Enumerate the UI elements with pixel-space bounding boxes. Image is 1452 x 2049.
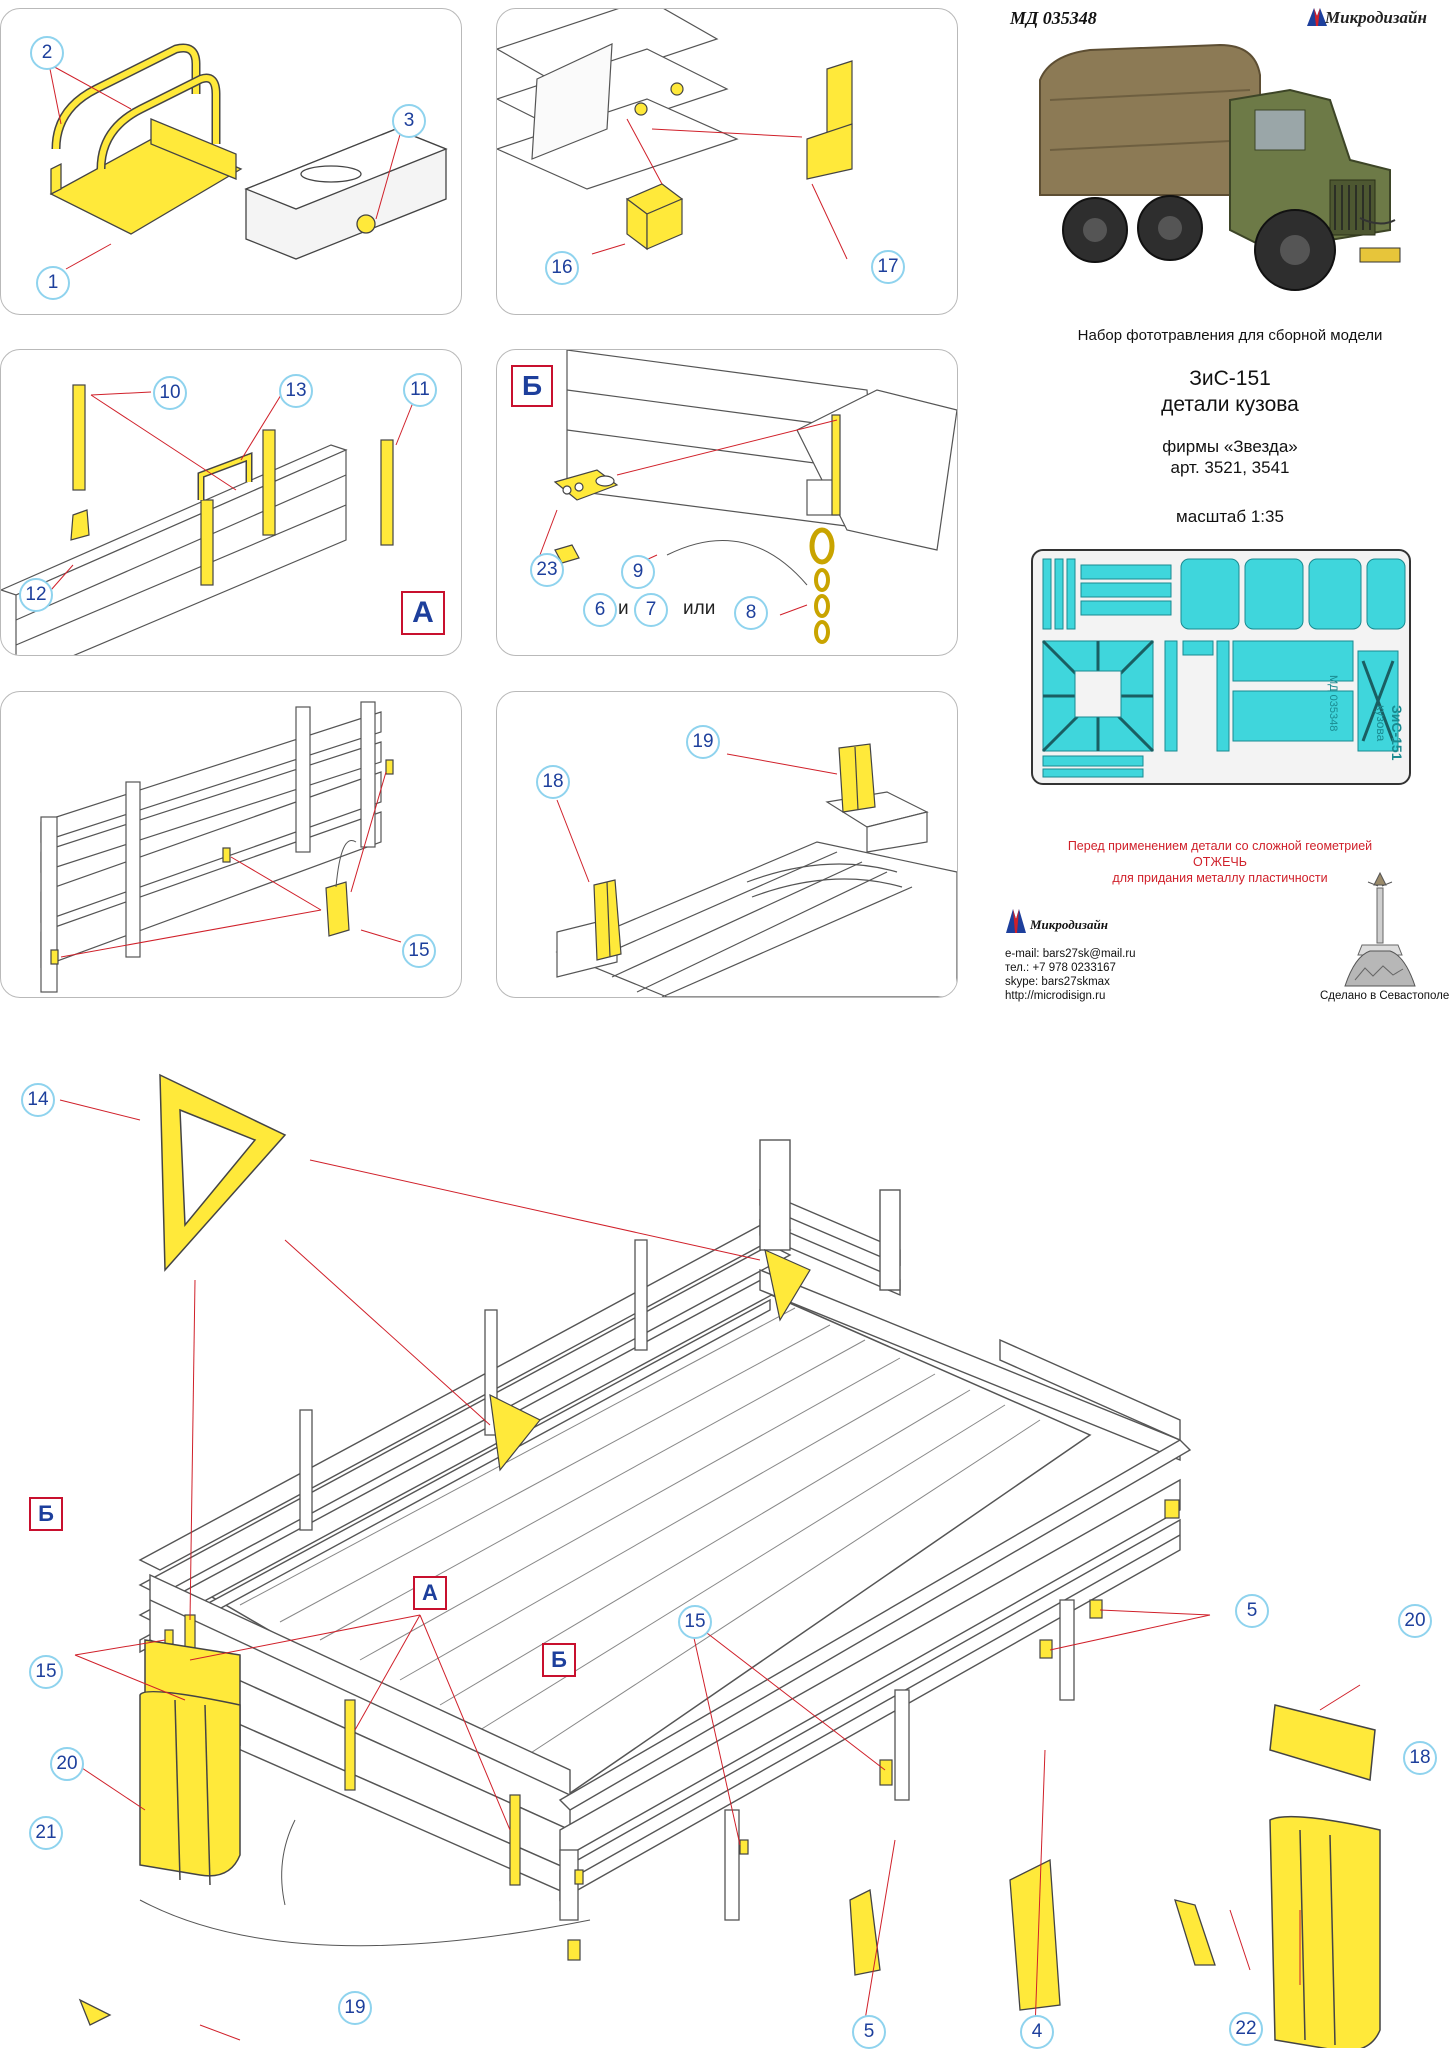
callout-17: 17 (871, 250, 905, 284)
contact-phone: тел.: +7 978 0233167 (1005, 962, 1116, 974)
view-marker-b-mid: Б (542, 1643, 576, 1677)
callout-21: 21 (29, 1816, 63, 1850)
callout-18-detail: 18 (536, 765, 570, 799)
panel-tailgate-b (496, 349, 958, 656)
callout-23: 23 (530, 553, 564, 587)
callout-7: 7 (634, 593, 668, 627)
callout-5-right: 5 (1235, 1594, 1269, 1628)
callout-12: 12 (19, 578, 53, 612)
warning-line-2: ОТЖЕЧЬ (1193, 855, 1247, 869)
callout-16: 16 (545, 251, 579, 285)
callout-18-main: 18 (1403, 1741, 1437, 1775)
callout-15-mid: 15 (678, 1605, 712, 1639)
manufacturer: фирмы «Звезда» (1162, 437, 1298, 456)
panel-brackets-16-17 (496, 8, 958, 315)
callout-15-left: 15 (29, 1655, 63, 1689)
photo-etch-fret (1031, 549, 1411, 785)
made-in: Сделано в Севастополе (1320, 990, 1450, 1002)
callout-2: 2 (30, 36, 64, 70)
callout-22: 22 (1229, 2012, 1263, 2046)
view-marker-b-left: Б (29, 1497, 63, 1531)
callout-3: 3 (392, 104, 426, 138)
model-title: ЗиС-151 (1189, 367, 1271, 390)
fret-drawing (1033, 551, 1409, 783)
jerrycan-bracket-drawing (1, 9, 461, 314)
set-subtitle: Набор фототравления для сборной модели (1077, 327, 1383, 344)
callout-13: 13 (279, 374, 313, 408)
contact-skype: skype: bars27skmax (1005, 976, 1110, 988)
callout-10: 10 (153, 376, 187, 410)
mudguards-drawing (497, 692, 957, 997)
panel-side-board-a (0, 349, 462, 656)
callout-9: 9 (621, 555, 655, 589)
panel-side-rail-15 (0, 691, 462, 998)
contact-email[interactable]: e-mail: bars27sk@mail.ru (1005, 948, 1136, 960)
callout-19-main: 19 (338, 1991, 372, 2025)
contact-web[interactable]: http://microdisign.ru (1005, 990, 1106, 1002)
warning-line-1: Перед применением детали со сложной геометрией (1067, 839, 1373, 853)
contacts-brand: Микродизайн (1030, 917, 1108, 932)
callout-14: 14 (21, 1083, 55, 1117)
truck-photo (1030, 40, 1410, 300)
callout-19-detail: 19 (686, 725, 720, 759)
side-rail-drawing (1, 692, 461, 997)
side-board-drawing (1, 350, 461, 655)
callout-5-bottom: 5 (852, 2015, 886, 2049)
tailgate-drawing (497, 350, 957, 655)
model-subtitle: детали кузова (1161, 393, 1299, 416)
scale: масштаб 1:35 (1176, 507, 1284, 526)
warning-line-3: для придания металлу пластичности (1112, 871, 1328, 885)
fret-name2: кузова (1374, 705, 1388, 742)
callout-11: 11 (403, 373, 437, 407)
callout-1: 1 (36, 266, 70, 300)
contacts-logo-icon (1005, 905, 1027, 935)
or-text: или (683, 598, 716, 619)
article-numbers: арт. 3521, 3541 (1170, 458, 1290, 477)
view-label-b: Б (511, 365, 553, 407)
callout-20-right: 20 (1398, 1604, 1432, 1638)
callout-6: 6 (583, 593, 617, 627)
main-assembly-drawing (0, 1040, 1452, 2048)
view-label-a: А (401, 591, 445, 635)
callout-20-left: 20 (50, 1747, 84, 1781)
callout-15-detail: 15 (402, 934, 436, 968)
monument-icon (1340, 870, 1420, 988)
panel-mudguards-18-19 (496, 691, 958, 998)
contacts-block (1005, 947, 1136, 1003)
and-text: и (618, 598, 629, 619)
brand-name: Микродизайн (1325, 8, 1427, 27)
panel-jerrycan-bracket (0, 8, 462, 315)
product-code: МД 035348 (1010, 8, 1097, 28)
fret-name: ЗиС-151 (1389, 705, 1405, 761)
callout-4: 4 (1020, 2015, 1054, 2049)
view-marker-a: А (413, 1576, 447, 1610)
fret-code: МД 035348 (1327, 675, 1339, 732)
callout-8: 8 (734, 596, 768, 630)
